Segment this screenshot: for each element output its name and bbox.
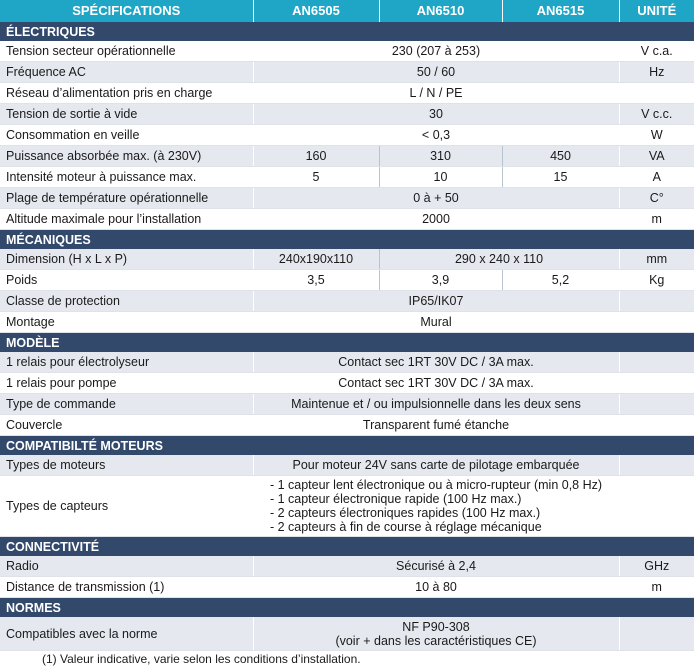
row-value [253, 617, 619, 651]
table-row [0, 209, 694, 230]
table-row [0, 249, 694, 270]
row-unit [619, 291, 694, 312]
row-unit: V c.c. [619, 104, 694, 125]
section-title: MÉCANIQUES [0, 230, 694, 250]
row-label: Puissance absorbée max. (à 230V) [0, 146, 253, 167]
row-value-an6515: 15 [502, 167, 619, 188]
row-value: IP65/IK07 [253, 291, 619, 312]
sensor-line: - 1 capteur lent électronique ou à micro-rupteur (min 0,8 Hz) [269, 478, 603, 492]
row-label: 1 relais pour électrolyseur [0, 352, 253, 373]
section-compatibilite-moteurs [0, 436, 694, 456]
norm-line: NF P90-308 [402, 619, 470, 634]
row-unit: GHz [619, 556, 694, 577]
section-title: CONNECTIVITÉ [0, 537, 694, 557]
section-title: NORMES [0, 598, 694, 618]
row-unit: mm [619, 249, 694, 270]
row-label: Couvercle [0, 415, 253, 436]
table-row [0, 62, 694, 83]
table-header [0, 0, 694, 22]
row-unit [619, 476, 694, 537]
row-unit [619, 394, 694, 415]
table-row [0, 617, 694, 651]
row-label: Poids [0, 270, 253, 291]
section-mecaniques [0, 230, 694, 250]
table-row [0, 125, 694, 146]
row-label: Types de moteurs [0, 455, 253, 476]
row-unit: A [619, 167, 694, 188]
row-value: < 0,3 [253, 125, 619, 146]
row-label: Tension secteur opérationnelle [0, 41, 253, 62]
section-modele [0, 333, 694, 353]
row-label: Types de capteurs [0, 476, 253, 537]
row-unit [619, 312, 694, 333]
header-unit: UNITÉ [619, 0, 694, 22]
row-label: Compatibles avec la norme [0, 617, 253, 651]
table-row [0, 270, 694, 291]
table-row [0, 394, 694, 415]
row-label: Montage [0, 312, 253, 333]
row-value: Maintenue et / ou impulsionnelle dans les deux sens [253, 394, 619, 415]
row-label: Type de commande [0, 394, 253, 415]
row-value: L / N / PE [253, 83, 619, 104]
row-value: Mural [253, 312, 619, 333]
table-row [0, 556, 694, 577]
table-row [0, 373, 694, 394]
table-row [0, 146, 694, 167]
row-value: Contact sec 1RT 30V DC / 3A max. [253, 373, 619, 394]
table-row [0, 352, 694, 373]
row-unit: C° [619, 188, 694, 209]
table-row [0, 476, 694, 537]
row-value [253, 476, 619, 537]
table-row [0, 577, 694, 598]
header-model-an6505: AN6505 [253, 0, 379, 22]
row-value: 2000 [253, 209, 619, 230]
row-label: 1 relais pour pompe [0, 373, 253, 394]
row-unit [619, 352, 694, 373]
row-value: Transparent fumé étanche [253, 415, 619, 436]
sensor-list [270, 478, 602, 534]
row-value-an6510: 10 [379, 167, 502, 188]
row-unit: Kg [619, 270, 694, 291]
row-value-an6505: 5 [253, 167, 379, 188]
section-normes [0, 598, 694, 618]
row-unit [619, 617, 694, 651]
row-unit: W [619, 125, 694, 146]
section-title: MODÈLE [0, 333, 694, 353]
row-label: Fréquence AC [0, 62, 253, 83]
row-value-an6515: 450 [502, 146, 619, 167]
row-label: Intensité moteur à puissance max. [0, 167, 253, 188]
table-row [0, 415, 694, 436]
row-value: 230 (207 à 253) [253, 41, 619, 62]
row-value: 30 [253, 104, 619, 125]
footnote: (1) Valeur indicative, varie selon les conditions d’installation. [42, 652, 361, 666]
row-unit [619, 83, 694, 104]
table-row [0, 188, 694, 209]
row-unit: V c.a. [619, 41, 694, 62]
row-label: Radio [0, 556, 253, 577]
section-title: COMPATIBILTÉ MOTEURS [0, 436, 694, 456]
row-label: Consommation en veille [0, 125, 253, 146]
section-connectivite [0, 537, 694, 557]
row-label: Réseau d’alimentation pris en charge [0, 83, 253, 104]
row-label: Tension de sortie à vide [0, 104, 253, 125]
row-value: Contact sec 1RT 30V DC / 3A max. [253, 352, 619, 373]
row-value: 10 à 80 [253, 577, 619, 598]
norm-line: (voir + dans les caractéristiques CE) [335, 633, 537, 648]
row-value-an6510: 3,9 [379, 270, 502, 291]
header-model-an6510: AN6510 [379, 0, 502, 22]
table-row [0, 312, 694, 333]
row-value-an6505: 3,5 [253, 270, 379, 291]
sensor-line: - 2 capteurs à fin de course à réglage mécanique [269, 520, 542, 534]
row-label: Distance de transmission (1) [0, 577, 253, 598]
table-row [0, 455, 694, 476]
section-electriques [0, 22, 694, 41]
row-value-an6510: 310 [379, 146, 502, 167]
row-value-an6510-an6515: 290 x 240 x 110 [379, 249, 619, 270]
row-unit [619, 373, 694, 394]
row-label: Classe de protection [0, 291, 253, 312]
table-row [0, 41, 694, 62]
row-value-an6505: 240x190x110 [253, 249, 379, 270]
row-value-an6505: 160 [253, 146, 379, 167]
row-value: Pour moteur 24V sans carte de pilotage embarquée [253, 455, 619, 476]
row-value: 50 / 60 [253, 62, 619, 83]
header-spec: SPÉCIFICATIONS [0, 0, 253, 22]
row-value: Sécurisé à 2,4 [253, 556, 619, 577]
row-label: Plage de température opérationnelle [0, 188, 253, 209]
section-title: ÉLECTRIQUES [0, 22, 694, 41]
row-label: Altitude maximale pour l’installation [0, 209, 253, 230]
row-value-an6515: 5,2 [502, 270, 619, 291]
table-row [0, 104, 694, 125]
row-unit: Hz [619, 62, 694, 83]
sensor-line: - 1 capteur électronique rapide (100 Hz max.) [269, 492, 522, 506]
table-row [0, 167, 694, 188]
table-row [0, 83, 694, 104]
row-label: Dimension (H x L x P) [0, 249, 253, 270]
row-unit: m [619, 209, 694, 230]
header-model-an6515: AN6515 [502, 0, 619, 22]
row-unit: m [619, 577, 694, 598]
row-unit [619, 415, 694, 436]
sensor-line: - 2 capteurs électroniques rapides (100 Hz max.) [269, 506, 541, 520]
row-value: 0 à + 50 [253, 188, 619, 209]
row-unit: VA [619, 146, 694, 167]
row-unit [619, 455, 694, 476]
table-row [0, 291, 694, 312]
